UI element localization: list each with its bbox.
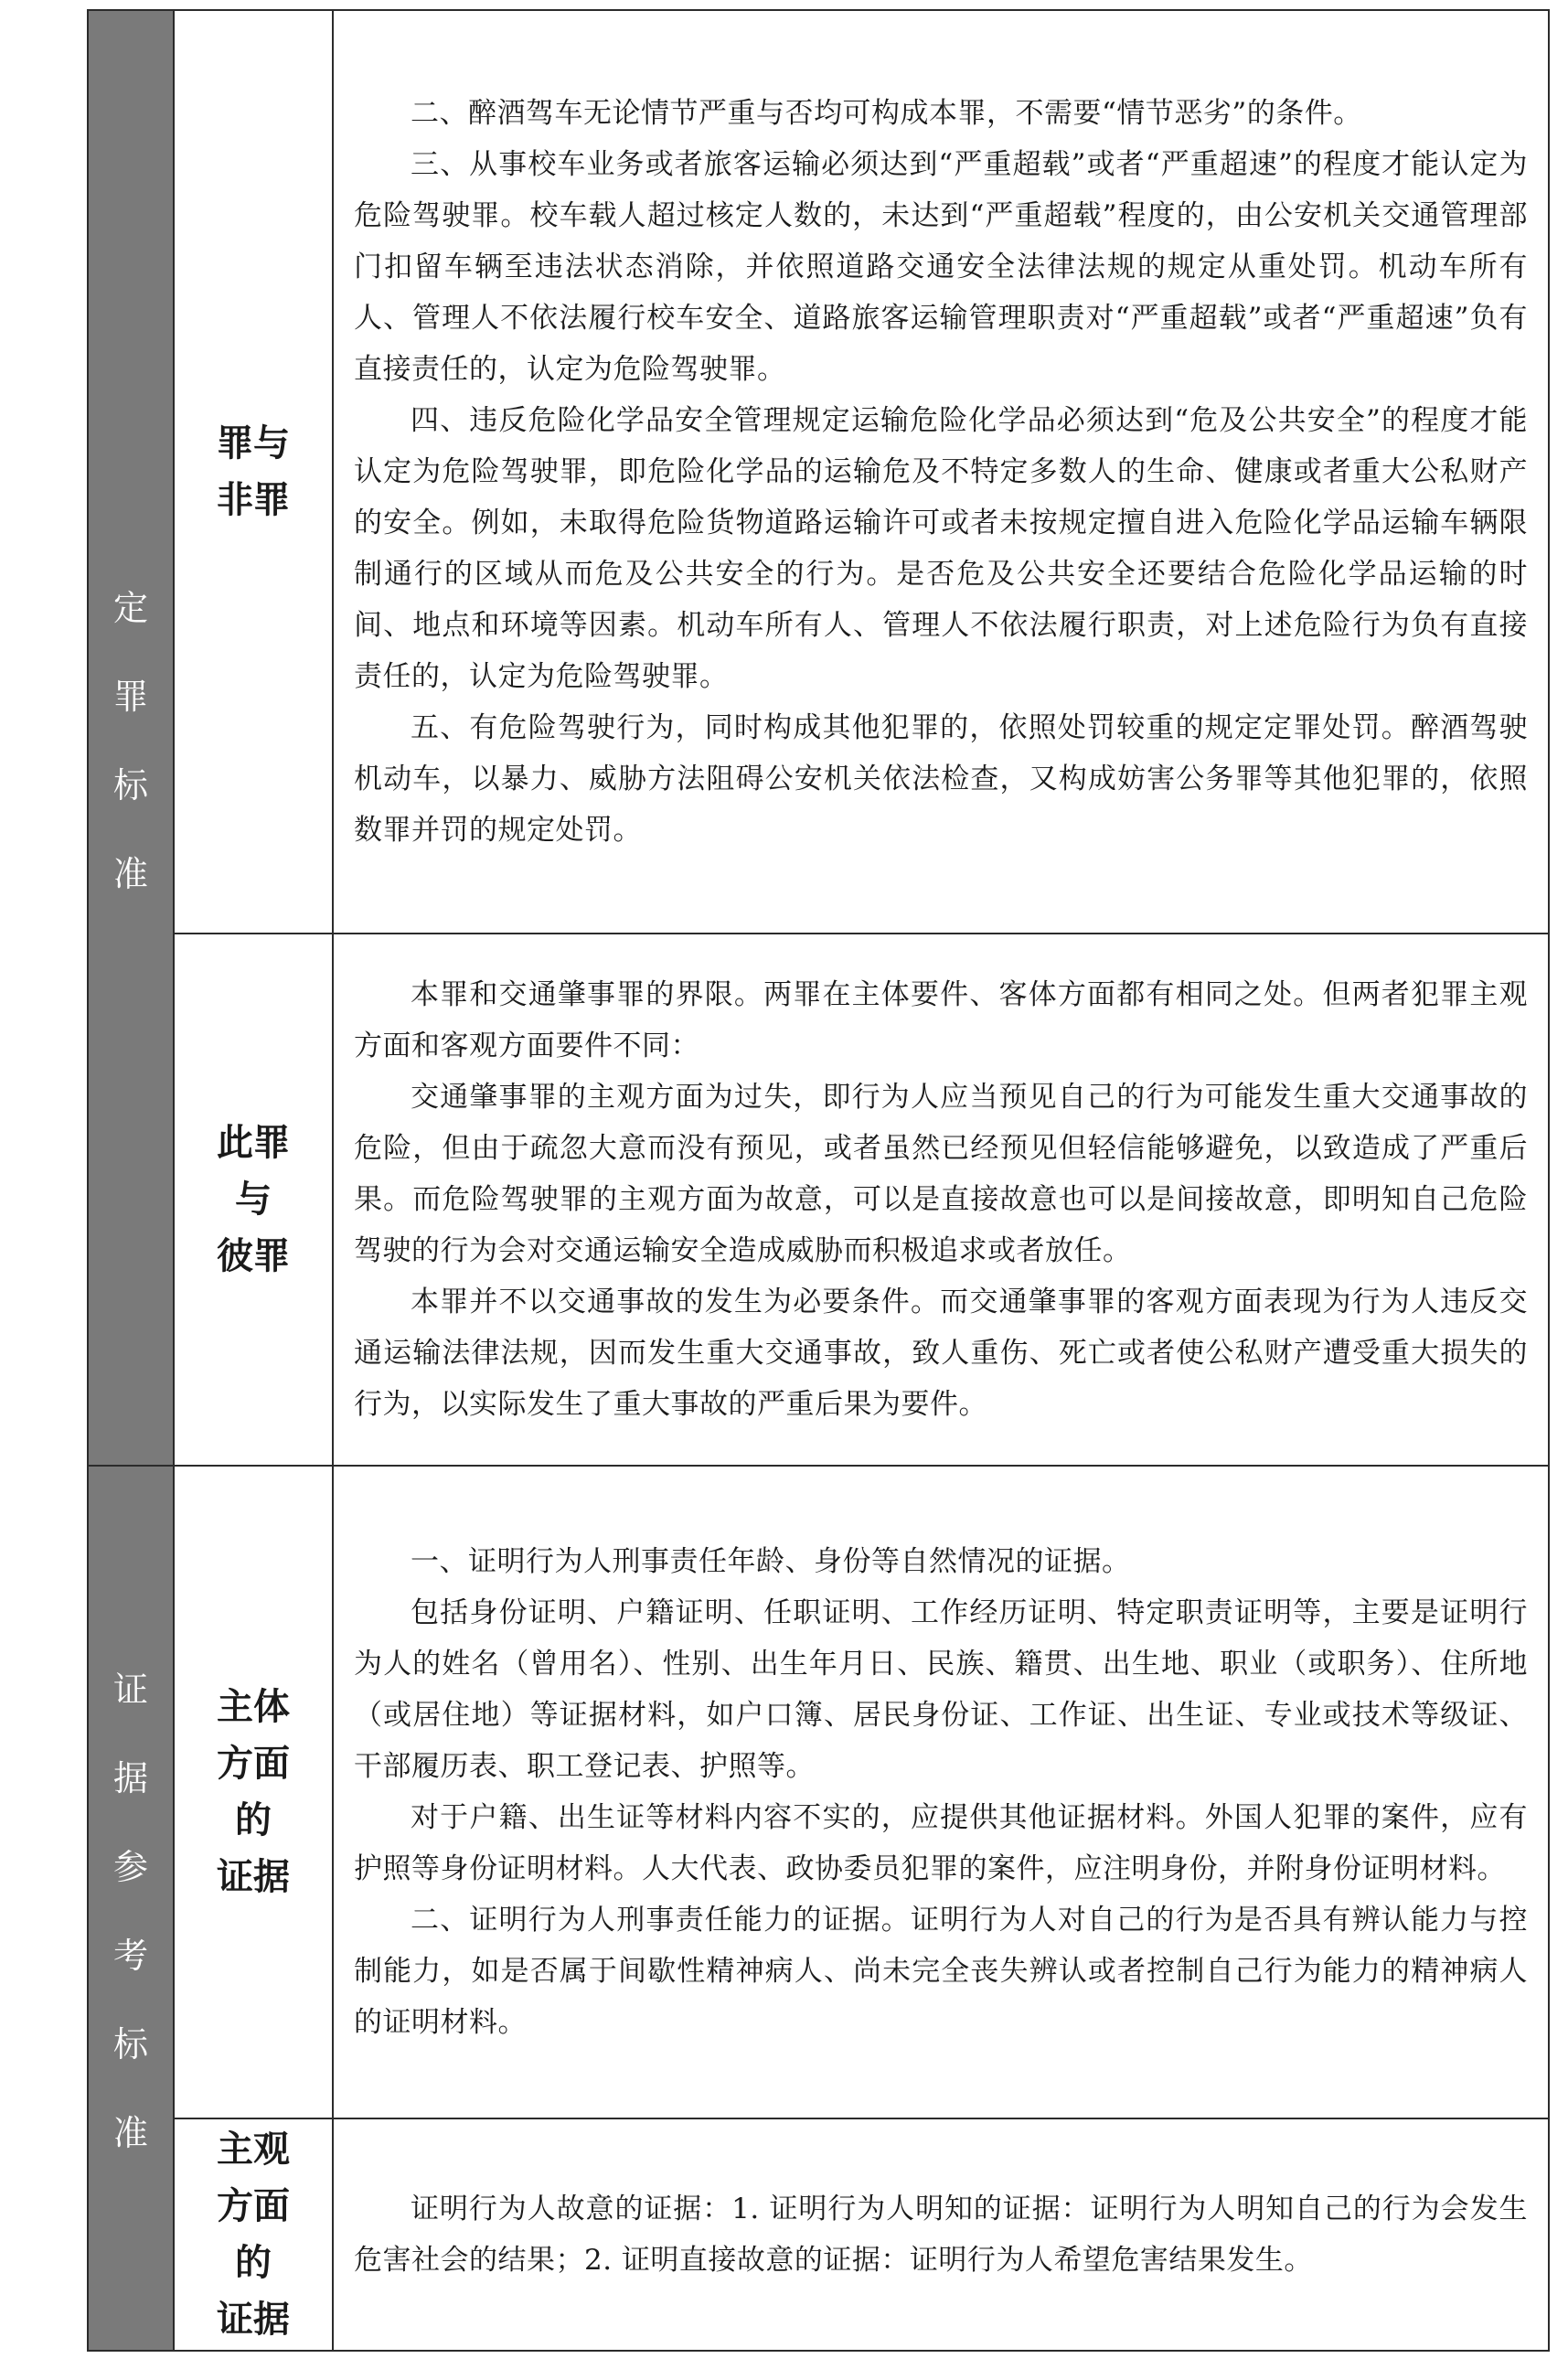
criteria-table-page [87,9,1550,2359]
paragraph: 包括身份证明、户籍证明、任职证明、工作经历证明、特定职责证明等，主要是证明行为人的姓名（曾用名）、性别、出生年月日、民族、籍贯、出生地、职业（或职务）、住所地（或居住地）等证据材料，如户口簿、居民身份证、工作证、出生证、专业或技术等级证、干部履历表、职工登记表、护照等。 [354,1596,1528,1783]
paragraph: 交通肇事罪的主观方面为过失，即行为人应当预见自己的行为可能发生重大交通事故的危险，但由于疏忽大意而没有预见，或者虽然已经预见但轻信能够避免，以致造成了严重后果。而危险驾驶罪的主观方面为故意，可以是直接故意也可以是间接故意，即明知自己危险驾驶的行为会对交通运输安全造成威胁而积极追求或者放任。 [354,1081,1528,1267]
table-row [88,934,1549,1466]
row-label-line: 彼罪 [217,1235,290,1277]
row-label-line: 主体 [217,1686,290,1728]
row-content-crime-or-not [333,10,1549,934]
section-label-evidence [88,1466,174,2351]
section-label-char: 据 [112,1758,148,1798]
section-label-char: 标 [112,2024,148,2065]
paragraph: 二、证明行为人刑事责任能力的证据。证明行为人对自己的行为是否具有辨认能力与控制能力，如是否属于间歇性精神病人、尚未完全丧失辨认或者控制自己行为能力的精神病人的证明材料。 [354,1904,1528,2039]
paragraph: 本罪并不以交通事故的发生为必要条件。而交通肇事罪的客观方面表现为行为人违反交通运输法律法规，因而发生重大交通事故，致人重伤、死亡或者使公私财产遭受重大损失的行为，以实际发生了重大事故的严重后果为要件。 [354,1286,1528,1421]
row-label-line: 非罪 [217,479,290,521]
section-label-conviction [88,10,174,1466]
row-label-line: 罪与 [217,422,290,464]
paragraph: 本罪和交通肇事罪的界限。两罪在主体要件、客体方面都有相同之处。但两者犯罪主观方面和客观方面要件不同： [354,978,1528,1062]
row-label-line: 方面 [217,1743,290,1785]
row-label-subject-evidence [174,1466,333,2118]
row-label-line: 与 [235,1179,272,1221]
row-label-subjective-evidence [174,2118,333,2351]
section-label-char: 准 [112,854,148,894]
paragraph: 三、从事校车业务或者旅客运输必须达到“严重超载”或者“严重超速”的程度才能认定为危险驾驶罪。校车载人超过核定人数的，未达到“严重超载”程度的，由公安机关交通管理部门扣留车辆至违法状态消除，并依照道路交通安全法律法规的规定从重处罚。机动车所有人、管理人不依法履行校车安全、道路旅客运输管理职责对“严重超载”或者“严重超速”负有直接责任的，认定为危险驾驶罪。 [354,148,1528,386]
section-label-char: 标 [112,765,148,806]
row-content-this-vs-other-crime [333,934,1549,1466]
criteria-table [87,9,1550,2352]
paragraph: 对于户籍、出生证等材料内容不实的，应提供其他证据材料。外国人犯罪的案件，应有护照等身份证明材料。人大代表、政协委员犯罪的案件，应注明身份，并附身份证明材料。 [354,1801,1528,1885]
section-label-char: 考 [112,1936,148,1976]
row-content-subject-evidence [333,1466,1549,2118]
row-label-line: 的 [235,2242,272,2284]
row-label-line: 证据 [217,2299,290,2341]
row-label-line: 的 [235,1799,272,1841]
table-row [88,2118,1549,2351]
row-content-subjective-evidence [333,2118,1549,2351]
paragraph: 一、证明行为人刑事责任年龄、身份等自然情况的证据。 [411,1545,1131,1578]
section-label-char: 定 [112,588,148,628]
paragraph: 二、醉酒驾车无论情节严重与否均可构成本罪，不需要“情节恶劣”的条件。 [411,97,1362,130]
row-label-line: 此罪 [217,1122,290,1164]
section-label-char: 准 [112,2113,148,2153]
section-label-char: 证 [112,1670,148,1710]
paragraph: 四、违反危险化学品安全管理规定运输危险化学品必须达到“危及公共安全”的程度才能认定为危险驾驶罪，即危险化学品的运输危及不特定多数人的生命、健康或者重大公私财产的安全。例如，未取得危险货物道路运输许可或者未按规定擅自进入危险化学品运输车辆限制通行的区域从而危及公共安全的行为。是否危及公共安全还要结合危险化学品运输的时间、地点和环境等因素。机动车所有人、管理人不依法履行职责，对上述危险行为负有直接责任的，认定为危险驾驶罪。 [354,404,1528,693]
row-label-line: 主观 [217,2129,290,2171]
table-row [88,1466,1549,2118]
row-label-this-vs-other-crime [174,934,333,1466]
paragraph: 五、有危险驾驶行为，同时构成其他犯罪的，依照处罚较重的规定定罪处罚。醉酒驾驶机动车，以暴力、威胁方法阻碍公安机关依法检查，又构成妨害公务罪等其他犯罪的，依照数罪并罚的规定处罚。 [354,711,1528,847]
section-label-char: 罪 [112,677,148,717]
table-row [88,10,1549,934]
row-label-line: 方面 [217,2185,290,2227]
row-label-crime-or-not [174,10,333,934]
paragraph: 证明行为人故意的证据：1. 证明行为人明知的证据：证明行为人明知自己的行为会发生危害社会的结果；2. 证明直接故意的证据：证明行为人希望危害结果发生。 [354,2193,1528,2277]
row-label-line: 证据 [217,1856,290,1898]
section-label-char: 参 [112,1847,148,1887]
